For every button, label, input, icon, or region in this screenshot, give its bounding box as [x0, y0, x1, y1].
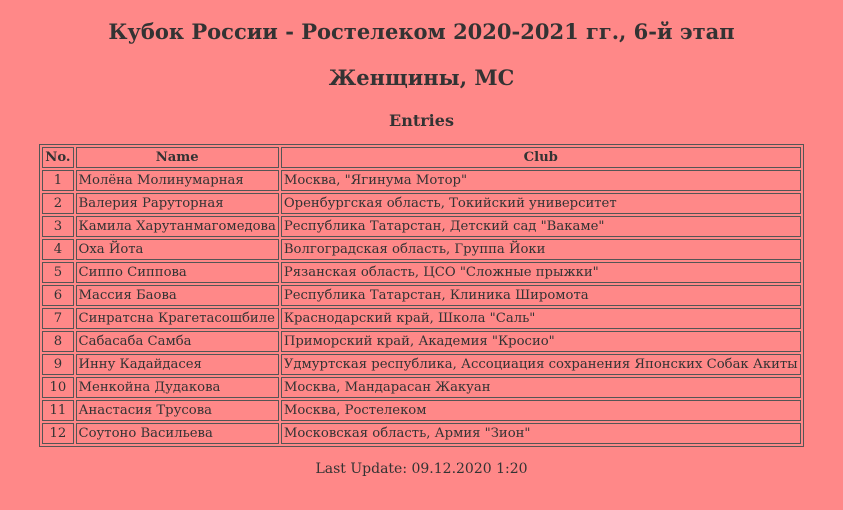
table-row [42, 285, 800, 306]
athlete-name: Соутоно Васильева [76, 423, 279, 444]
athlete-club: Краснодарский край, Школа "Саль" [281, 308, 801, 329]
athlete-club: Республика Татарстан, Клиника Широмота [281, 285, 801, 306]
row-number: 4 [42, 239, 73, 260]
column-header-no: No. [42, 147, 73, 168]
athlete-name: Синратсна Крагетасошбиле [76, 308, 279, 329]
athlete-club: Оренбургская область, Токийский университет [281, 193, 801, 214]
row-number: 8 [42, 331, 73, 352]
row-number: 6 [42, 285, 73, 306]
athlete-name: Молёна Молинумарная [76, 170, 279, 191]
athlete-name: Анастасия Трусова [76, 400, 279, 421]
row-number: 1 [42, 170, 73, 191]
table-row [42, 193, 800, 214]
athlete-name: Сиппо Сиппова [76, 262, 279, 283]
section-heading: Entries [389, 111, 454, 130]
athlete-club: Московская область, Армия "Зион" [281, 423, 801, 444]
row-number: 9 [42, 354, 73, 375]
row-number: 11 [42, 400, 73, 421]
table-row [42, 216, 800, 237]
athlete-club: Волгоградская область, Группа Йоки [281, 239, 801, 260]
row-number: 12 [42, 423, 73, 444]
athlete-name: Камила Харутанмагомедова [76, 216, 279, 237]
athlete-club: Москва, Мандарасан Жакуан [281, 377, 801, 398]
table-row [42, 262, 800, 283]
page-title: Кубок России - Ростелеком 2020-2021 гг., 6-й этап [108, 19, 735, 44]
athlete-name: Оха Йота [76, 239, 279, 260]
table-row [42, 400, 800, 421]
row-number: 2 [42, 193, 73, 214]
table-row [42, 170, 800, 191]
athlete-club: Москва, Ростелеком [281, 400, 801, 421]
table-header-row [42, 147, 800, 168]
row-number: 3 [42, 216, 73, 237]
athlete-club: Удмуртская республика, Ассоциация сохранения Японских Собак Акиты [281, 354, 801, 375]
table-row [42, 423, 800, 444]
athlete-name: Инну Кадайдасея [76, 354, 279, 375]
row-number: 10 [42, 377, 73, 398]
column-header-name: Name [76, 147, 279, 168]
table-row [42, 239, 800, 260]
athlete-name: Валерия Раруторная [76, 193, 279, 214]
row-number: 7 [42, 308, 73, 329]
column-header-club: Club [281, 147, 801, 168]
table-row [42, 354, 800, 375]
athlete-club: Республика Татарстан, Детский сад "Вакаме" [281, 216, 801, 237]
table-row [42, 331, 800, 352]
athlete-club: Рязанская область, ЦСО "Сложные прыжки" [281, 262, 801, 283]
athlete-name: Менкойна Дудакова [76, 377, 279, 398]
table-row [42, 377, 800, 398]
last-update: Last Update: 09.12.2020 1:20 [315, 461, 528, 477]
athlete-name: Сабасаба Самба [76, 331, 279, 352]
row-number: 5 [42, 262, 73, 283]
table-row [42, 308, 800, 329]
page-subtitle: Женщины, МС [328, 65, 515, 90]
entries-table [39, 144, 803, 447]
athlete-name: Массия Баова [76, 285, 279, 306]
athlete-club: Москва, "Ягинума Мотор" [281, 170, 801, 191]
athlete-club: Приморский край, Академия "Кросио" [281, 331, 801, 352]
